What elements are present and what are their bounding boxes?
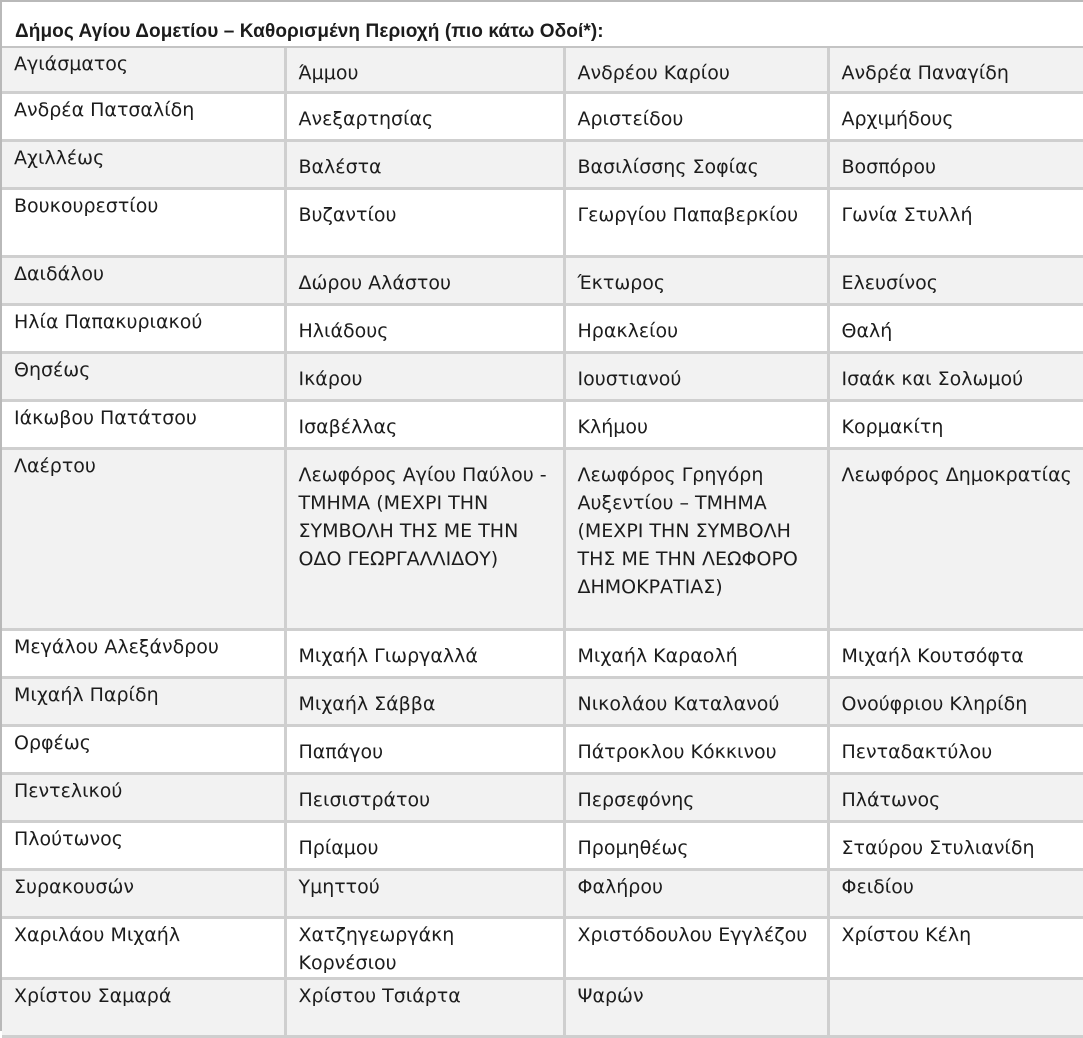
- street-name: Προμηθέως: [566, 834, 827, 862]
- table-cell: [285, 629, 564, 677]
- street-name: Πενταδακτύλου: [830, 738, 1083, 766]
- street-name: Αγιάσματος: [2, 50, 284, 78]
- table-cell: [285, 917, 564, 978]
- street-name: Ιάκωβου Πατάτσου: [2, 404, 284, 432]
- table-cell: [564, 773, 828, 821]
- table-cell: [828, 448, 1083, 629]
- table-cell: [564, 92, 828, 140]
- table-cell: [564, 188, 828, 256]
- street-name: Ψαρών: [566, 982, 827, 1010]
- street-name: Βουκουρεστίου: [2, 192, 284, 220]
- street-name: Έκτωρος: [566, 269, 827, 297]
- table-row: [2, 352, 1083, 400]
- table-cell: [828, 92, 1083, 140]
- street-name: Μιχαήλ Καραολή: [566, 642, 827, 670]
- street-name: Θησέως: [2, 356, 284, 384]
- table-cell: [2, 869, 285, 917]
- table-cell: [2, 917, 285, 978]
- table-cell: [564, 140, 828, 188]
- table-cell: [828, 352, 1083, 400]
- street-name: Ανεξαρτησίας: [287, 105, 563, 133]
- street-name: Μεγάλου Αλεξάνδρου: [2, 633, 284, 661]
- street-name: Υμηττού: [287, 873, 563, 901]
- document-title: Δήμος Αγίου Δομετίου – Καθορισμένη Περιοχή (πιο κάτω Οδοί*):: [2, 2, 1083, 48]
- street-name: Αριστείδου: [566, 105, 827, 133]
- table-cell: [828, 978, 1083, 1036]
- table-row: [2, 677, 1083, 725]
- street-name: Λεωφόρος Αγίου Παύλου - ΤΜΗΜΑ (ΜΕΧΡΙ ΤΗΝ ΣΥΜΒΟΛΗ ΤΗΣ ΜΕ ΤΗΝ ΟΔΟ ΓΕΩΡΓΑΛΛΙΔΟΥ): [287, 461, 563, 573]
- table-cell: [564, 821, 828, 869]
- street-name: Πλάτωνος: [830, 786, 1083, 814]
- table-cell: [2, 400, 285, 448]
- table-cell: [828, 725, 1083, 773]
- table-cell: [564, 978, 828, 1036]
- table-cell: [564, 629, 828, 677]
- table-cell: [828, 140, 1083, 188]
- table-cell: [2, 448, 285, 629]
- table-cell: [828, 48, 1083, 92]
- street-name: Δώρου Αλάστου: [287, 269, 563, 297]
- table-cell: [828, 256, 1083, 304]
- street-name: Χατζηγεωργάκη Κορνέσιου: [287, 921, 563, 977]
- street-name: Χρίστου Σαμαρά: [2, 982, 284, 1010]
- street-name: Μιχαήλ Γιωργαλλά: [287, 642, 563, 670]
- table-row: [2, 725, 1083, 773]
- street-name: Γεωργίου Παπαβερκίου: [566, 201, 827, 229]
- street-name: Αρχιμήδους: [830, 105, 1083, 133]
- table-cell: [2, 629, 285, 677]
- street-name: Χριστόδουλου Εγγλέζου: [566, 921, 827, 949]
- street-name: Θαλή: [830, 317, 1083, 345]
- table-row: [2, 48, 1083, 92]
- table-cell: [564, 725, 828, 773]
- street-name: Μιχαήλ Σάββα: [287, 690, 563, 718]
- table-cell: [285, 256, 564, 304]
- table-cell: [285, 48, 564, 92]
- table-cell: [285, 869, 564, 917]
- street-name: Περσεφόνης: [566, 786, 827, 814]
- table-cell: [564, 917, 828, 978]
- street-name: Χρίστου Τσιάρτα: [287, 982, 563, 1010]
- table-cell: [2, 92, 285, 140]
- table-cell: [564, 352, 828, 400]
- street-name: Μιχαήλ Κουτσόφτα: [830, 642, 1083, 670]
- street-name: Ηλιάδους: [287, 317, 563, 345]
- table-row: [2, 869, 1083, 917]
- table-row: [2, 188, 1083, 256]
- street-name: Παπάγου: [287, 738, 563, 766]
- table-cell: [564, 256, 828, 304]
- table-cell: [2, 677, 285, 725]
- street-name: Ανδρέα Παναγίδη: [830, 59, 1083, 87]
- street-name: Κορμακίτη: [830, 413, 1083, 441]
- table-cell: [2, 978, 285, 1036]
- table-cell: [2, 725, 285, 773]
- street-name: Βυζαντίου: [287, 201, 563, 229]
- street-name: Ισαάκ και Σολωμού: [830, 365, 1083, 393]
- table-row: [2, 92, 1083, 140]
- table-cell: [828, 400, 1083, 448]
- street-name: Βαλέστα: [287, 153, 563, 181]
- table-row: [2, 304, 1083, 352]
- table-cell: [2, 352, 285, 400]
- street-name: Ικάρου: [287, 365, 563, 393]
- street-name: Λεωφόρος Γρηγόρη Αυξεντίου – ΤΜΗΜΑ (ΜΕΧΡΙ ΤΗΝ ΣΥΜΒΟΛΗ ΤΗΣ ΜΕ ΤΗΝ ΛΕΩΦΟΡΟ ΔΗΜΟΚΡΑΤΙΑΣ): [566, 461, 827, 601]
- table-cell: [828, 677, 1083, 725]
- table-row: [2, 140, 1083, 188]
- street-name: Συρακουσών: [2, 873, 284, 901]
- table-row: [2, 773, 1083, 821]
- table-cell: [285, 773, 564, 821]
- table-cell: [2, 256, 285, 304]
- table-cell: [285, 304, 564, 352]
- table-cell: [828, 821, 1083, 869]
- table-cell: [828, 869, 1083, 917]
- street-name: Φαλήρου: [566, 873, 827, 901]
- table-cell: [285, 140, 564, 188]
- table-cell: [285, 448, 564, 629]
- table-cell: [285, 352, 564, 400]
- street-name: Λεωφόρος Δημοκρατίας: [830, 461, 1083, 489]
- street-name: Χαριλάου Μιχαήλ: [2, 921, 284, 949]
- table-row: [2, 821, 1083, 869]
- street-name: Ιουστιανού: [566, 365, 827, 393]
- street-name: Αχιλλέως: [2, 144, 284, 172]
- table-cell: [564, 48, 828, 92]
- street-name: Νικολάου Καταλανού: [566, 690, 827, 718]
- table-cell: [2, 773, 285, 821]
- street-name: Ελευσίνος: [830, 269, 1083, 297]
- table-cell: [2, 48, 285, 92]
- street-name: Άμμου: [287, 59, 563, 87]
- table-row: [2, 917, 1083, 978]
- table-row: [2, 629, 1083, 677]
- street-name: Ονούφριου Κληρίδη: [830, 690, 1083, 718]
- table-cell: [564, 448, 828, 629]
- table-cell: [285, 400, 564, 448]
- street-table: [2, 48, 1083, 1038]
- street-name: Βασιλίσσης Σοφίας: [566, 153, 827, 181]
- street-name: Σταύρου Στυλιανίδη: [830, 834, 1083, 862]
- table-cell: [285, 821, 564, 869]
- table-cell: [2, 821, 285, 869]
- table-row: [2, 448, 1083, 629]
- table-cell: [2, 304, 285, 352]
- table-cell: [564, 677, 828, 725]
- street-name: Ανδρέα Πατσαλίδη: [2, 96, 284, 124]
- table-cell: [828, 188, 1083, 256]
- table-cell: [828, 304, 1083, 352]
- street-name: Δαιδάλου: [2, 260, 284, 288]
- table-cell: [828, 629, 1083, 677]
- table-row: [2, 978, 1083, 1036]
- table-cell: [2, 188, 285, 256]
- table-row: [2, 400, 1083, 448]
- table-cell: [564, 869, 828, 917]
- street-name: Πεντελικού: [2, 777, 284, 805]
- table-cell: [285, 978, 564, 1036]
- street-name: Χρίστου Κέλη: [830, 921, 1083, 949]
- street-name: Ηλία Παπακυριακού: [2, 308, 284, 336]
- street-name: Ανδρέου Καρίου: [566, 59, 827, 87]
- street-name: Φειδίου: [830, 873, 1083, 901]
- table-cell: [828, 773, 1083, 821]
- table-cell: [285, 725, 564, 773]
- street-name: Βοσπόρου: [830, 153, 1083, 181]
- street-name: Κλήμου: [566, 413, 827, 441]
- street-name: Ηρακλείου: [566, 317, 827, 345]
- table-cell: [285, 92, 564, 140]
- street-name: Ισαβέλλας: [287, 413, 563, 441]
- street-name: Μιχαήλ Παρίδη: [2, 681, 284, 709]
- table-cell: [285, 188, 564, 256]
- table-cell: [828, 917, 1083, 978]
- street-name: Πάτροκλου Κόκκινου: [566, 738, 827, 766]
- street-name: Πρίαμου: [287, 834, 563, 862]
- street-name: Λαέρτου: [2, 452, 284, 480]
- street-name: Ορφέως: [2, 729, 284, 757]
- table-cell: [2, 140, 285, 188]
- street-name: Πεισιστράτου: [287, 786, 563, 814]
- street-name: Πλούτωνος: [2, 825, 284, 853]
- table-cell: [564, 400, 828, 448]
- table-cell: [285, 677, 564, 725]
- street-name: Γωνία Στυλλή: [830, 201, 1083, 229]
- table-cell: [564, 304, 828, 352]
- table-row: [2, 256, 1083, 304]
